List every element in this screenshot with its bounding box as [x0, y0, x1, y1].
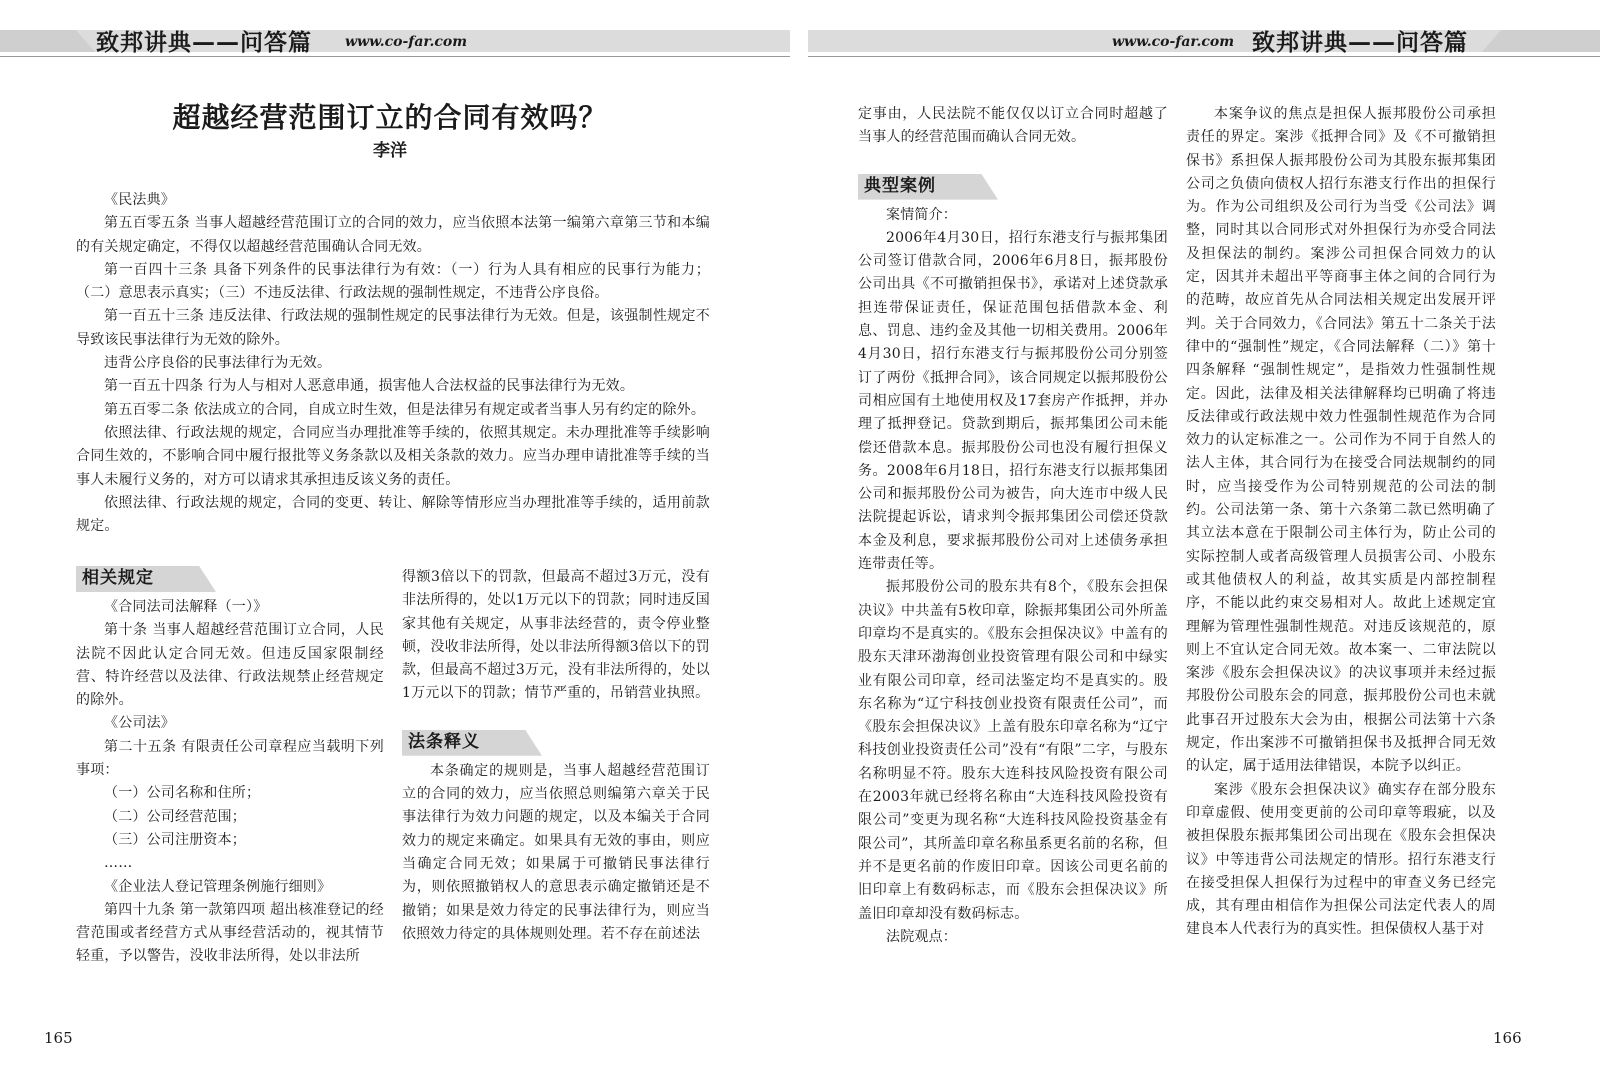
header-stripe-right — [1482, 30, 1600, 52]
related-continuation: 得额3倍以下的罚款，但最高不超过3万元，没有非法所得的，处以1万元以下的罚款；同时违反国家其他有关规定，从事非法经营的，责令停业整顿，没收非法所得，处以非法所得额3倍以下的罚款，但最高不超过3万元，没有非法所得的，处以1万元以下的罚款；情节严重的，吊销营业执照。 — [402, 569, 710, 702]
section-heading-label: 相关规定 — [82, 568, 154, 588]
intro-paragraph: 第一百四十三条 具备下列条件的民事法律行为有效：（一）行为人具有相应的民事行为能力；（二）意思表示真实；（三）不违反法律、行政法规的强制性规定，不违背公序良俗。 — [76, 261, 710, 302]
section-heading-interpretation — [402, 728, 710, 754]
intro-block — [76, 189, 710, 538]
page-number-left: 165 — [44, 1029, 73, 1047]
related-paragraph: （三）公司注册资本； — [104, 831, 246, 848]
section-heading-label: 典型案例 — [864, 175, 936, 196]
header-site-right: www.co-far.com — [1112, 34, 1235, 50]
intro-paragraph: 第一百五十三条 违反法律、行政法规的强制性规定的民事法律行为无效。但是，该强制性规定不导致该民事法律行为无效的除外。 — [76, 308, 710, 348]
section-heading-related — [76, 564, 384, 590]
court-opinion-column — [1186, 103, 1496, 942]
column-continuation: 定事由，人民法院不能仅仅以订立合同时超越了当事人的经营范围而确认合同无效。 — [858, 106, 1168, 146]
related-paragraph: 第二十五条 有限责任公司章程应当载明下列事项： — [76, 738, 384, 779]
opinion-paragraph: 本案争议的焦点是担保人振邦股份公司承担责任的界定。案涉《抵押合同》及《不可撤销担保书》系担保人振邦股份公司为其股东振邦集团公司之负债向债权人招行东港支行作出的担保行为。作为公司组织及公司行为当受《公司法》调整，同时其以合同形式对外担保行为亦受合同法及担保法的制约。案涉公司担保合同效力的认定，因其并未超出平等商事主体之间的合同行为的范畴，故应首先从合同法相关规定出发展开评判。关于合同效力，《合同法》第五十二条关于法律中的“强制性”规定，《合同法解释（二）》第十四条解释 “强制性规定”，是指效力性强制性规定。因此，法律及相关法律解释均已明确了将违反法律或行政法规中效力性强制性规范作为合同效力的认定标准之一。公司作为不同于自然人的法人主体，其合同行为在接受合同法规制约的同时，应当接受作为公司特别规范的公司法的制约。公司法第一条、第十六条第二款已然明确了其立法本意在于限制公司主体行为，防止公司的实际控制人或者高级管理人员损害公司、小股东或其他债权人的利益，故其实质是内部控制程序，不能以此约束交易相对人。故此上述规定宜理解为管理性强制性规范。对违反该规范的，原则上不宜认定合同无效。故本案一、二审法院以案涉《股东会担保决议》的决议事项并未经过振邦股份公司股东会的同意，振邦股份公司也未就此事召开过股东大会为由，根据公司法第十六条规定，作出案涉不可撤销担保书及抵押合同无效的认定，属于适用法律错误，本院予以纠正。 — [1186, 106, 1496, 775]
intro-paragraph: 依照法律、行政法规的规定，合同应当办理批准等手续的，依照其规定。未办理批准等手续影响合同生效的，不影响合同中履行报批等义务条款以及相关条款的效力。应当办理申请批准等手续的当事人未履行义务的，对方可以请求其承担违反该义务的责任。 — [76, 424, 710, 488]
case-paragraph: 振邦股份公司的股东共有8个，《股东会担保决议》中共盖有5枚印章，除振邦集团公司外所盖印章均不是真实的。《股东会担保决议》中盖有的股东天津环渤海创业投资管理有限公司和中绿实业有限公司印章，经司法鉴定均不是真实的。股东名称为“辽宁科技创业投资有限责任公司”，而《股东会担保决议》上盖有股东印章名称为“辽宁科技创业投资责任公司”没有“有限”二字，与股东名称明显不符。股东大连科技风险投资有限公司在2003年就已经将名称由“大连科技风险投资有限公司”变更为现名称“大连科技风险投资基金有限公司”，其所盖印章名称虽系更名前的名称，但并不是更名前的作废旧印章。因该公司更名前的旧印章上有数码标志，而《股东会担保决议》所盖旧印章却没有数码标志。 — [858, 579, 1168, 922]
related-paragraph: 《企业法人登记管理条例施行细则》 — [104, 878, 332, 895]
article-author: 李洋 — [373, 141, 407, 161]
cases-column — [858, 103, 1168, 949]
related-column-2 — [402, 566, 710, 946]
header-title-right: 致邦讲典——问答篇 — [1252, 30, 1468, 56]
interpretation-paragraph: 本条确定的规则是，当事人超越经营范围订立的合同的效力，应当依照总则编第六章关于民事法律行为效力问题的规定，以及本编关于合同效力的规定来确定。如果具有无效的事由，则应当确定合同无效；如果属于可撤销民事法律行为，则依照撤销权人的意思表示确定撤销还是不撤销；如果是效力待定的民事法律行为，则应当依照效力待定的具体规则处理。若不存在前述法 — [402, 762, 710, 942]
intro-paragraph: 第五百零二条 依法成立的合同，自成立时生效，但是法律另有规定或者当事人另有约定的除外。 — [104, 401, 706, 418]
related-paragraph: 《合同法司法解释（一）》 — [104, 599, 268, 615]
related-paragraph: 《公司法》 — [104, 715, 175, 732]
intro-paragraph: 第一百五十四条 行为人与相对人恶意串通，损害他人合法权益的民事法律行为无效。 — [104, 378, 635, 395]
case-paragraph: 案情简介： — [886, 206, 957, 223]
section-heading-label: 法条释义 — [408, 731, 480, 752]
intro-paragraph: 《民法典》 — [104, 192, 175, 208]
intro-paragraph: 违背公序良俗的民事法律行为无效。 — [104, 355, 332, 372]
intro-paragraph: 依照法律、行政法规的规定，合同的变更、转让、解除等情形应当办理批准等手续的，适用前款规定。 — [76, 494, 710, 535]
section-heading-cases — [858, 172, 1168, 198]
article-title: 超越经营范围订立的合同有效吗？ — [172, 101, 608, 134]
related-paragraph: …… — [104, 855, 133, 872]
intro-paragraph: 第五百零五条 当事人超越经营范围订立的合同的效力，应当依照本法第一编第六章第三节和本编的有关规定确定，不得仅以超越经营范围确认合同无效。 — [76, 215, 710, 255]
related-paragraph: （二）公司经营范围； — [104, 808, 246, 825]
case-paragraph: 法院观点： — [886, 928, 957, 945]
header-title-left: 致邦讲典——问答篇 — [96, 30, 312, 56]
page-number-right: 166 — [1493, 1029, 1522, 1047]
related-paragraph: 第十条 当事人超越经营范围订立合同，人民法院不因此认定合同无效。但违反国家限制经营、特许经营以及法律、行政法规禁止经营规定的除外。 — [76, 622, 384, 709]
header-rule-right — [808, 56, 1600, 57]
related-paragraph: 第四十九条 第一款第四项 超出核准登记的经营范围或者经营方式从事经营活动的，视其情节轻重，予以警告，没收非法所得，处以非法所 — [76, 901, 384, 965]
opinion-paragraph: 案涉《股东会担保决议》确实存在部分股东印章虚假、使用变更前的公司印章等瑕疵，以及被担保股东振邦集团公司出现在《股东会担保决议》中等违背公司法规定的情形。招行东港支行在接受担保人担保行为过程中的审查义务已经完成，其有理由相信作为担保公司法定代表人的周建良本人代表行为的真实性。担保债权人基于对 — [1186, 781, 1496, 938]
related-paragraph: （一）公司名称和住所； — [104, 785, 261, 802]
related-column-1 — [76, 564, 384, 969]
header-rule-left — [0, 56, 790, 57]
header-site-left: www.co-far.com — [345, 34, 468, 50]
case-paragraph: 2006年4月30日，招行东港支行与振邦集团公司签订借款合同，2006年6月8日，振邦股份公司出具《不可撤销担保书》，承诺对上述贷款承担连带保证责任，保证范围包括借款本金、利息、罚息、违约金及其他一切相关费用。2006年4月30日，招行东港支行与振邦股份公司分别签订了两份《抵押合同》，该合同规定以振邦股份公司相应国有土地使用权及17套房产作抵押，并办理了抵押登记。贷款到期后，振邦集团公司未能偿还借款本息。振邦股份公司也没有履行担保义务。2008年6月18日，招行东港支行以振邦集团公司和振邦股份公司为被告，向大连市中级人民法院提起诉讼，请求判令振邦集团公司偿还贷款本金及利息，要求振邦股份公司对上述债务承担连带责任等。 — [858, 229, 1168, 573]
